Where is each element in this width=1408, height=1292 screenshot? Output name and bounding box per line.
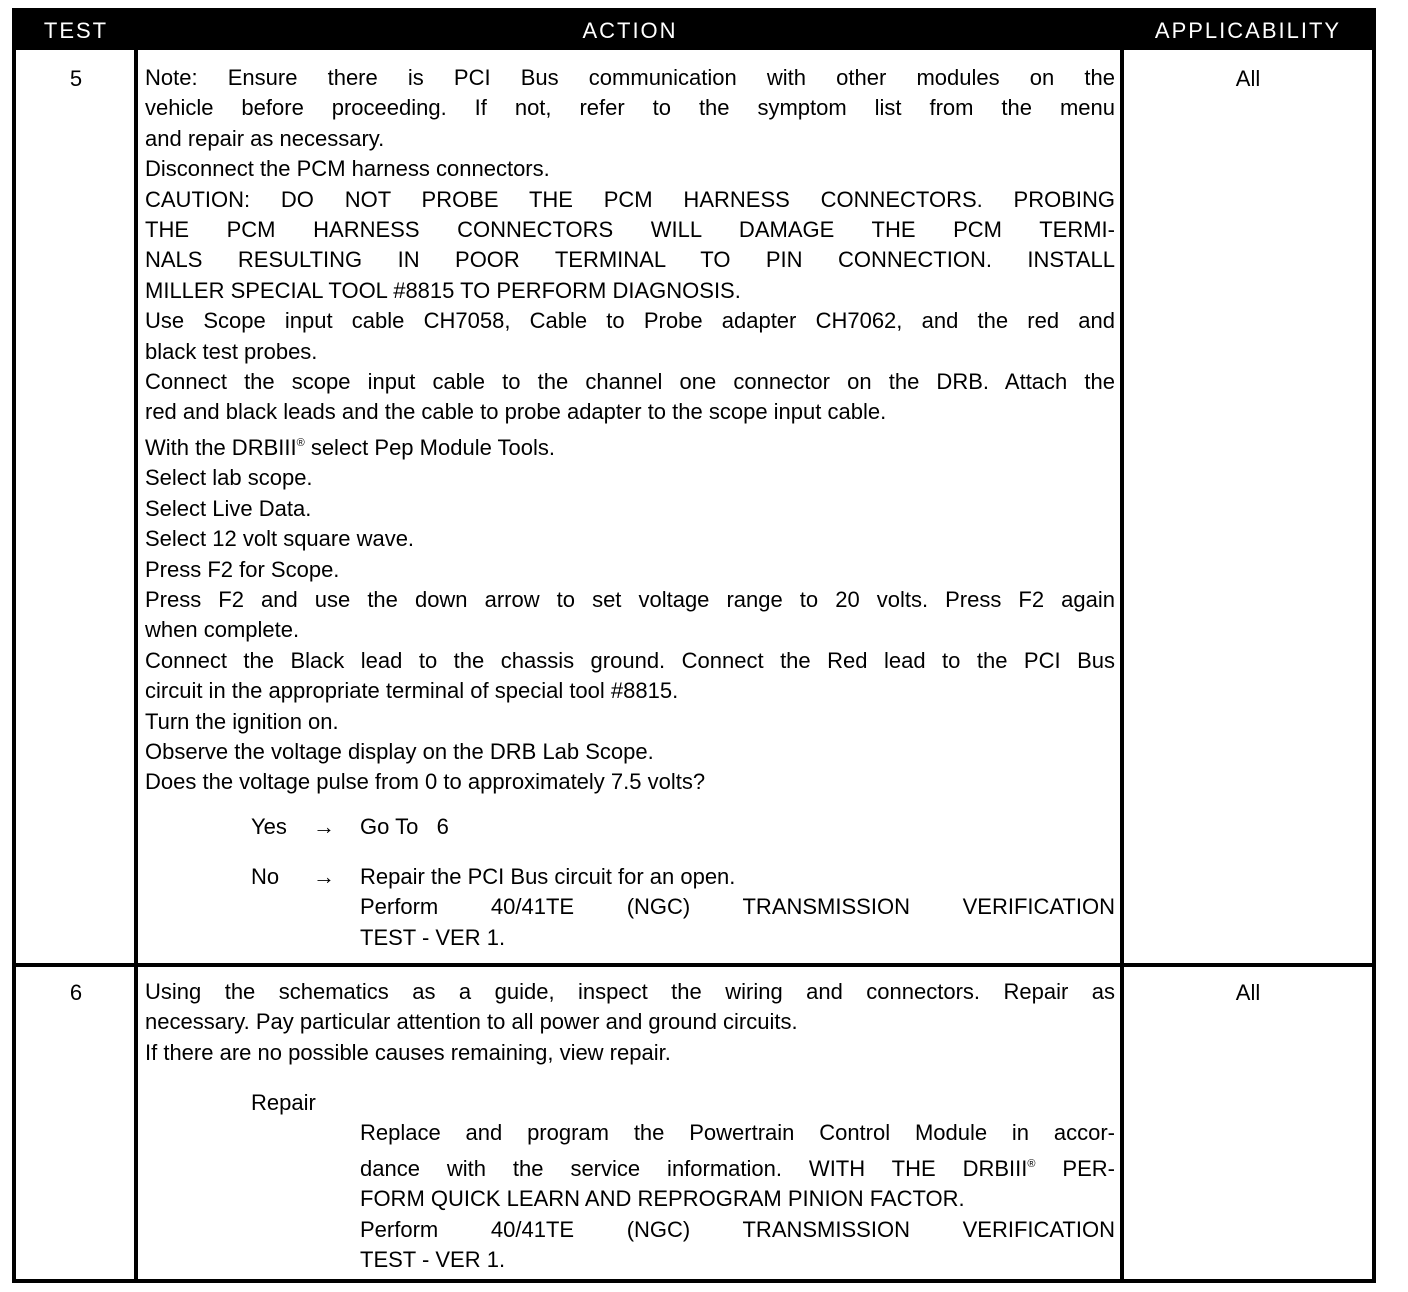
action-line: Select 12 volt square wave. xyxy=(145,526,415,552)
action-line: red and black leads and the cable to probe adapter to the scope input cable. xyxy=(145,399,887,425)
action-line: CAUTION: DO NOT PROBE THE PCM HARNESS CONNECTORS. PROBING xyxy=(145,186,1115,212)
repair-block xyxy=(145,1088,1115,1275)
action-line: Turn the ignition on. xyxy=(145,708,339,734)
row-divider xyxy=(16,963,1372,967)
action-line: Press F2 for Scope. xyxy=(145,556,340,582)
applicability-value: All xyxy=(1235,980,1261,1005)
test-number: 5 xyxy=(69,66,83,91)
action-line: Press F2 and use the down arrow to set voltage range to 20 volts. Press F2 again xyxy=(145,586,1115,612)
action-line xyxy=(145,428,1115,463)
header-test: TEST xyxy=(43,18,109,43)
no-action-line: TEST - VER 1. xyxy=(360,924,506,950)
header-action: ACTION xyxy=(582,18,678,43)
repair-line: dance with the service information. WITH THE DRBIII® PER- xyxy=(360,1155,1115,1181)
no-action-line: Repair the PCI Bus circuit for an open. xyxy=(360,864,736,889)
repair-line: FORM QUICK LEARN AND REPROGRAM PINION FACTOR. xyxy=(360,1186,965,1212)
result-no xyxy=(145,862,1115,953)
registered-mark: ® xyxy=(296,436,305,449)
header-applicability: APPLICABILITY xyxy=(1154,18,1342,43)
yes-label: Yes xyxy=(251,814,287,839)
action-line: Observe the voltage display on the DRB Lab Scope. xyxy=(145,738,654,764)
action-line: when complete. xyxy=(145,617,300,643)
repair-label: Repair xyxy=(251,1090,316,1115)
repair-line: Perform 40/41TE (NGC) TRANSMISSION VERIFICATION xyxy=(360,1216,1115,1242)
action-line: If there are no possible causes remaining, view repair. xyxy=(145,1039,671,1065)
diagnostic-table xyxy=(12,8,1376,1283)
no-label: No xyxy=(251,864,280,889)
action-line: Connect the Black lead to the chassis ground. Connect the Red lead to the PCI Bus xyxy=(145,647,1115,673)
column-divider xyxy=(134,50,138,1279)
applicability-value: All xyxy=(1235,66,1261,91)
drb-text-suffix: select Pep Module Tools. xyxy=(304,434,555,460)
action-line: vehicle before proceeding. If not, refer to the symptom list from the menu xyxy=(145,95,1115,121)
action-line: circuit in the appropriate terminal of special tool #8815. xyxy=(145,678,679,704)
table-header xyxy=(16,12,1372,50)
registered-mark: ® xyxy=(1027,1157,1036,1170)
drb-text: With the DRBIII xyxy=(145,434,297,460)
arrow-icon: → xyxy=(313,864,335,889)
action-line: Does the voltage pulse from 0 to approximately 7.5 volts? xyxy=(145,769,706,795)
action-text xyxy=(145,63,1115,817)
action-line: NALS RESULTING IN POOR TERMINAL TO PIN CONNECTION. INSTALL xyxy=(145,247,1115,273)
action-line: Note: Ensure there is PCI Bus communication with other modules on the xyxy=(145,65,1115,90)
result-yes xyxy=(145,812,1115,842)
column-divider xyxy=(1120,50,1124,1279)
action-line: Select lab scope. xyxy=(145,465,313,491)
action-line: Disconnect the PCM harness connectors. xyxy=(145,156,550,182)
action-line: THE PCM HARNESS CONNECTORS WILL DAMAGE THE PCM TERMI- xyxy=(145,217,1115,243)
action-text xyxy=(145,977,1115,1068)
action-line: MILLER SPECIAL TOOL #8815 TO PERFORM DIAGNOSIS. xyxy=(145,277,741,303)
no-action-line: Perform 40/41TE (NGC) TRANSMISSION VERIFICATION xyxy=(360,894,1115,920)
action-line: necessary. Pay particular attention to all power and ground circuits. xyxy=(145,1009,798,1035)
action-line: Using the schematics as a guide, inspect the wiring and connectors. Repair as xyxy=(145,979,1115,1004)
arrow-icon: → xyxy=(313,814,335,839)
action-line: black test probes. xyxy=(145,338,318,364)
action-line: Use Scope input cable CH7058, Cable to Probe adapter CH7062, and the red and xyxy=(145,308,1115,334)
action-line: Select Live Data. xyxy=(145,495,312,521)
repair-line: Replace and program the Powertrain Control Module in accor- xyxy=(360,1120,1115,1146)
repair-line: TEST - VER 1. xyxy=(360,1247,506,1273)
yes-action: Go To 6 xyxy=(360,814,449,839)
action-line: and repair as necessary. xyxy=(145,125,385,151)
action-line: Connect the scope input cable to the channel one connector on the DRB. Attach the xyxy=(145,369,1115,395)
test-number: 6 xyxy=(69,980,83,1005)
